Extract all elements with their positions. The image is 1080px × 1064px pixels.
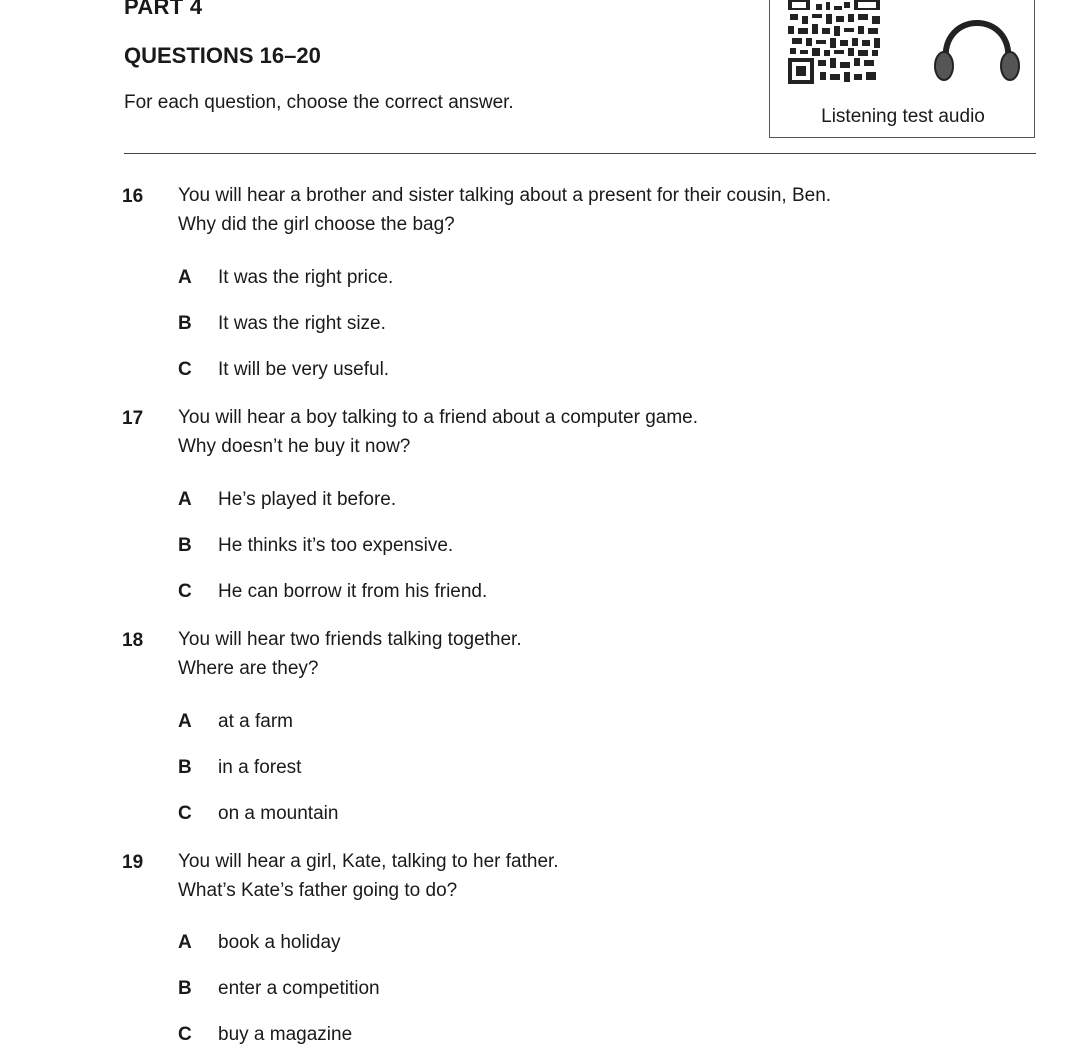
part-title: PART 4 (124, 0, 203, 19)
option-c[interactable] (178, 581, 487, 603)
option-letter: B (178, 535, 192, 556)
questions-range-title: QUESTIONS 16–20 (124, 43, 321, 68)
option-text: He’s played it before. (218, 489, 397, 510)
question-prompt: What’s Kate’s father going to do? (178, 880, 458, 901)
option-text: It will be very useful. (218, 359, 390, 380)
option-text: It was the right price. (218, 267, 394, 288)
question-text (178, 847, 559, 905)
question-number: 18 (122, 630, 144, 651)
option-letter: A (178, 489, 192, 510)
question-number: 17 (122, 408, 144, 429)
question-context: You will hear a girl, Kate, talking to her father. (178, 851, 559, 872)
option-text: enter a competition (218, 978, 380, 999)
question-text (178, 403, 698, 461)
option-text: at a farm (218, 711, 293, 732)
question-prompt: Where are they? (178, 658, 319, 679)
listening-audio-box[interactable] (769, 0, 1035, 138)
question-text (178, 625, 522, 683)
question-number: 16 (122, 186, 144, 207)
option-b[interactable] (178, 535, 453, 557)
option-text: He can borrow it from his friend. (218, 581, 488, 602)
option-text: He thinks it’s too expensive. (218, 535, 454, 556)
option-text: in a forest (218, 757, 302, 778)
option-text: buy a magazine (218, 1024, 353, 1045)
question-context: You will hear a brother and sister talking about a present for their cousin, Ben. (178, 185, 832, 206)
question-context: You will hear two friends talking together. (178, 629, 522, 650)
option-c[interactable] (178, 1024, 352, 1046)
question-prompt: Why did the girl choose the bag? (178, 214, 455, 235)
option-text: book a holiday (218, 932, 341, 953)
option-a[interactable] (178, 711, 293, 733)
option-letter: B (178, 978, 192, 999)
option-letter: B (178, 757, 192, 778)
option-letter: C (178, 359, 192, 380)
qr-code-icon[interactable] (786, 0, 882, 88)
option-letter: A (178, 267, 192, 288)
question-prompt: Why doesn’t he buy it now? (178, 436, 411, 457)
option-b[interactable] (178, 978, 380, 1000)
option-letter: A (178, 711, 192, 732)
option-c[interactable] (178, 359, 389, 381)
question-number: 19 (122, 852, 144, 873)
option-letter: A (178, 932, 192, 953)
option-letter: C (178, 803, 192, 824)
question-text (178, 181, 831, 239)
question-context: You will hear a boy talking to a friend about a computer game. (178, 407, 699, 428)
option-letter: B (178, 313, 192, 334)
option-b[interactable] (178, 757, 301, 779)
audio-label: Listening test audio (821, 106, 985, 127)
option-a[interactable] (178, 267, 393, 289)
option-c[interactable] (178, 803, 338, 825)
option-a[interactable] (178, 489, 396, 511)
option-letter: C (178, 581, 192, 602)
headphones-icon (930, 6, 1024, 82)
option-text: It was the right size. (218, 313, 386, 334)
option-a[interactable] (178, 932, 341, 954)
section-divider (124, 153, 1036, 154)
option-text: on a mountain (218, 803, 339, 824)
instruction-text: For each question, choose the correct answer. (124, 92, 514, 113)
option-b[interactable] (178, 313, 386, 335)
option-letter: C (178, 1024, 192, 1045)
